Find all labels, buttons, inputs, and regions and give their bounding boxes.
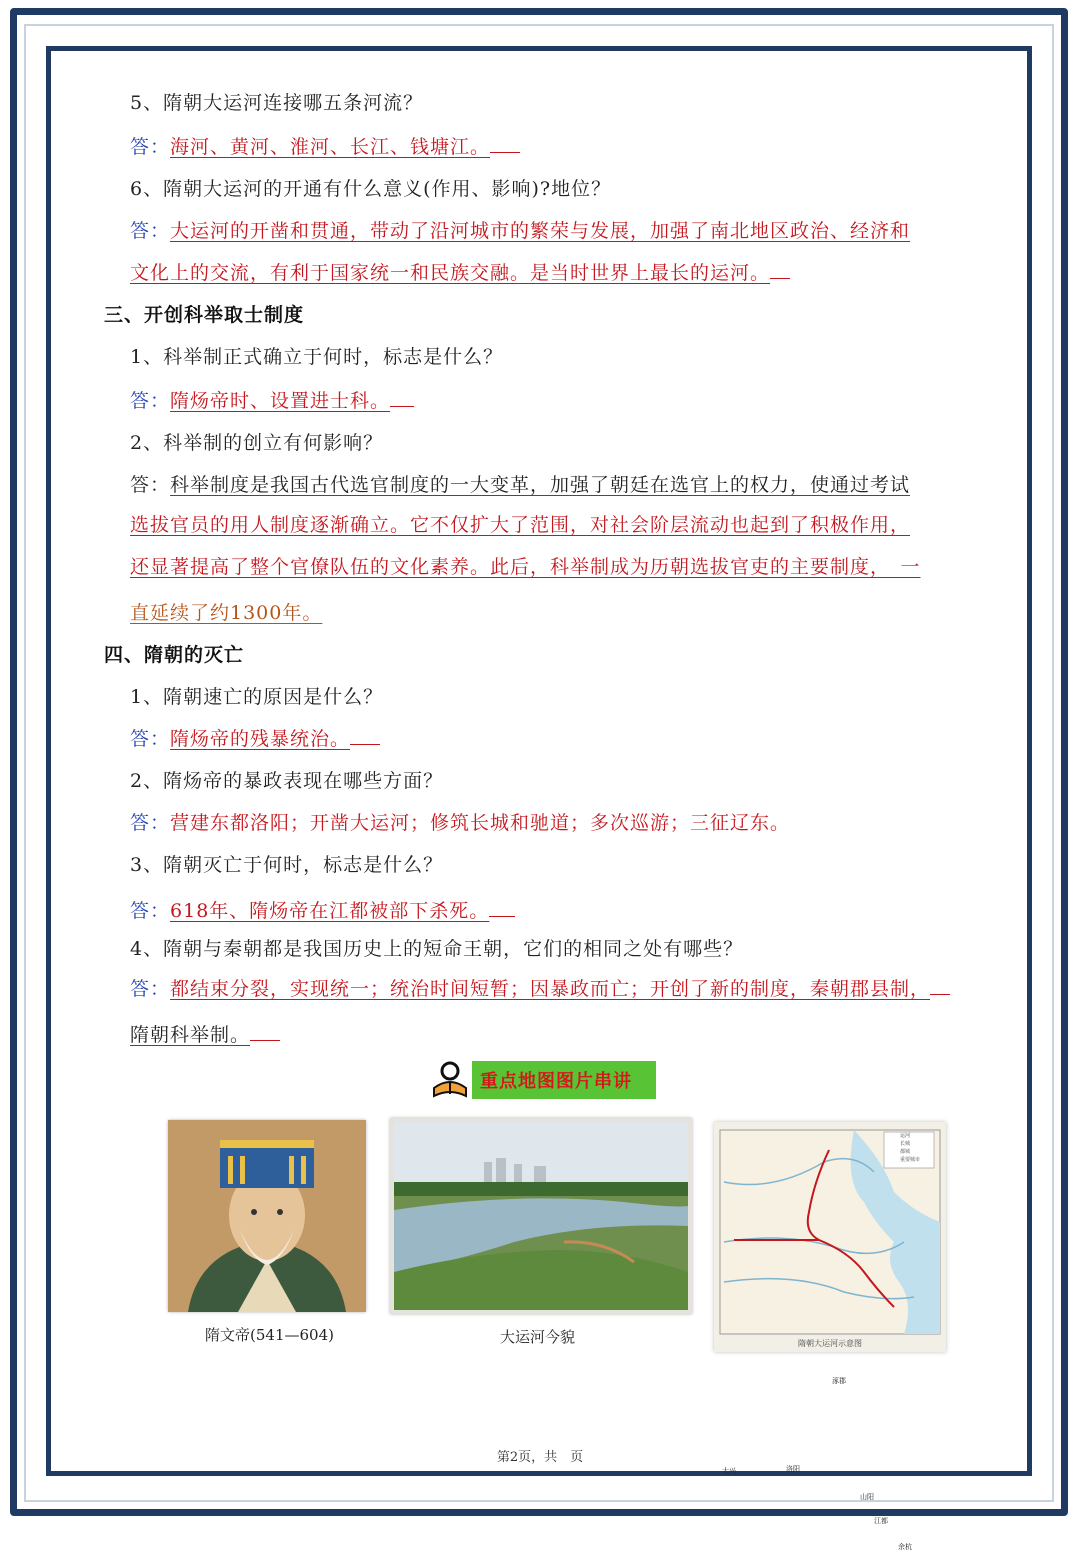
section-3-question-1: 1、科举制正式确立于何时，标志是什么？ [130,346,504,368]
answer-label: 答： [130,812,171,834]
map-caption: 隋朝大运河示意图 [798,1339,862,1348]
map-legend-item: 长城 [900,1141,911,1147]
grand-canal-caption: 大运河今貌 [500,1328,576,1346]
map-label: 大兴 [722,1467,736,1475]
section-banner [430,1060,656,1100]
answer-label: 答： [130,390,171,412]
answer-label: 答： [130,136,171,158]
map-label: 山阳 [860,1493,874,1501]
answer-6-line-1 [130,216,910,243]
section-4-question-2: 2、隋炀帝的暴政表现在哪些方面？ [130,770,444,792]
map-legend-item: 重要城市 [900,1157,921,1163]
answer-label: 答： [130,728,171,750]
map-legend [900,1132,920,1164]
map-label: 洛阳 [786,1465,800,1473]
map-label: 涿郡 [832,1377,846,1385]
answer-6-line-2 [130,258,790,285]
answer-text: 隋炀帝时、设置进士科。 [170,390,391,412]
section-4-title: 四、隋朝的灭亡 [104,644,245,666]
section-3-answer-1 [130,386,414,413]
answer-text: 海河、黄河、淮河、长江、钱塘江。 [170,136,491,158]
answer-text: 还显著提高了整个官僚队伍的文化素养。此后，科举制成为历朝选拔官吏的主要制度， 一 [130,556,921,578]
section-3-question-2: 2、科举制的创立有何影响？ [130,432,384,454]
answer-text: 营建东都洛阳；开凿大运河；修筑长城和驰道；多次巡游；三征辽东。 [170,812,791,834]
answer-label: 答： [130,474,171,496]
reader-icon [430,1060,472,1100]
answer-text: 直延续了约1300年。 [130,602,323,624]
answer-text: 大运河的开凿和贯通，带动了沿河城市的繁荣与发展，加强了南北地区政治、经济和 [170,220,911,242]
answer-text: 隋炀帝的残暴统治。 [170,728,351,750]
answer-text: 618年、隋炀帝在江都被部下杀死。 [170,900,490,922]
section-4-answer-4-line-1 [130,974,950,1001]
question-5: 5、隋朝大运河连接哪五条河流？ [130,92,424,114]
emperor-caption: 隋文帝(541—604) [205,1326,334,1344]
answer-label: 答： [130,900,171,922]
section-3-answer-2-line-1 [130,470,910,497]
question-6: 6、隋朝大运河的开通有什么意义(作用、影响)?地位？ [130,178,612,200]
section-4-answer-1 [130,724,380,751]
banner-title: 重点地图图片串讲 [472,1061,656,1099]
map-label: 余杭 [898,1543,912,1551]
answer-text: 隋朝科举制。 [130,1024,251,1046]
answer-text: 科举制度是我国古代选官制度的一大变革，加强了朝廷在选官上的权力，使通过考试 [170,474,911,496]
answer-text: 都结束分裂，实现统一；统治时间短暂；因暴政而亡；开创了新的制度，秦朝郡县制， [170,978,931,1000]
section-4-question-3: 3、隋朝灭亡于何时，标志是什么？ [130,854,444,876]
emperor-portrait [168,1120,366,1312]
section-4-question-1: 1、隋朝速亡的原因是什么？ [130,686,384,708]
map-legend-item: 都城 [900,1149,911,1155]
page-footer: 第2页，共 页 [496,1450,584,1465]
answer-text: 文化上的交流，有利于国家统一和民族交融。是当时世界上最长的运河。 [130,262,771,284]
map-legend-item: 运河 [900,1133,911,1139]
section-4-answer-2 [130,808,790,835]
answer-label: 答： [130,220,171,242]
answer-text: 选拔官员的用人制度逐渐确立。它不仅扩大了范围，对社会阶层流动也起到了积极作用， [130,514,911,536]
map-label: 江都 [874,1517,888,1525]
section-4-answer-4-line-2 [130,1020,280,1047]
section-4-question-4: 4、隋朝与秦朝都是我国历史上的短命王朝，它们的相同之处有哪些？ [130,938,744,960]
section-4-answer-3 [130,896,515,923]
grand-canal-photo [390,1118,692,1314]
section-3-title: 三、开创科举取士制度 [104,304,305,326]
answer-label: 答： [130,978,171,1000]
answer-5 [130,132,520,159]
grand-canal-map [714,1122,946,1551]
